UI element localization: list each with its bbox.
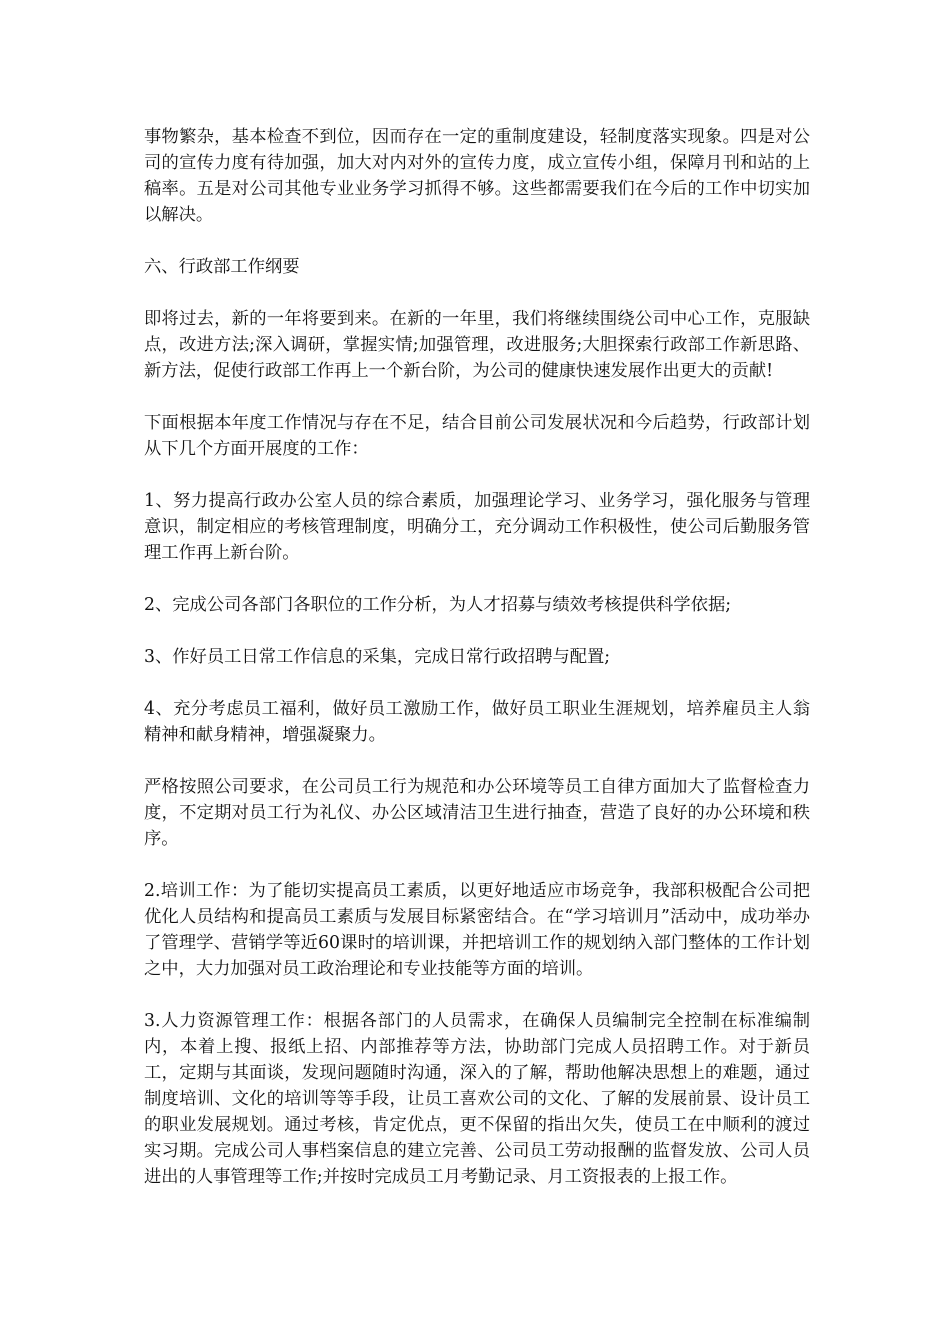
section-heading-admin-outline: 六、行政部工作纲要 [144, 257, 300, 277]
paragraph-training-work: 2.培训工作：为了能切实提高员工素质，以更好地适应市场竞争，我部积极配合公司把优化人员结构和提高员工素质与发展目标紧密结合。在“学习培训月”活动中，成功举办了管理学、营销学等近60课时的培训课，并把培训工作的规划纳入部门整体的工作计划之中，大力加强对员工政治理论和专业技能等方面的培训。 [144, 881, 810, 979]
paragraph-issues-continued: 事物繁杂，基本检查不到位，因而存在一定的重制度建设，轻制度落实现象。四是对公司的宣传力度有待加强，加大对内对外的宣传力度，成立宣传小组，保障月刊和站的上稿率。五是对公司其他专业业务学习抓得不够。这些都需要我们在今后的工作中切实加以解决。 [144, 127, 810, 225]
list-item-1: 1、努力提高行政办公室人员的综合素质，加强理论学习、业务学习，强化服务与管理意识，制定相应的考核管理制度，明确分工，充分调动工作积极性，使公司后勤服务管理工作再上新台阶。 [144, 491, 810, 563]
paragraph-new-year-goals: 即将过去，新的一年将要到来。在新的一年里，我们将继续围绕公司中心工作，克服缺点，改进方法;深入调研，掌握实情;加强管理，改进服务;大胆探索行政部工作新思路、新方法，促使行政部工作再上一个新台阶，为公司的健康快速发展作出更大的贡献! [144, 309, 810, 381]
paragraph-office-supervision: 严格按照公司要求，在公司员工行为规范和办公环境等员工自律方面加大了监督检查力度，不定期对员工行为礼仪、办公区域清洁卫生进行抽查，营造了良好的办公环境和秩序。 [144, 777, 810, 849]
document-page [144, 124, 810, 1216]
list-item-2: 2、完成公司各部门各职位的工作分析，为人才招募与绩效考核提供科学依据; [144, 595, 732, 615]
paragraph-plan-intro: 下面根据本年度工作情况与存在不足，结合目前公司发展状况和今后趋势，行政部计划从下几个方面开展度的工作： [144, 413, 810, 459]
list-item-4: 4、充分考虑员工福利，做好员工激励工作，做好员工职业生涯规划，培养雇员主人翁精神和献身精神，增强凝聚力。 [144, 699, 810, 745]
paragraph-hr-management: 3.人力资源管理工作：根据各部门的人员需求，在确保人员编制完全控制在标准编制内，本着上搜、报纸上招、内部推荐等方法，协助部门完成人员招聘工作。对于新员工，定期与其面谈，发现问题随时沟通，深入的了解，帮助他解决思想上的难题，通过制度培训、文化的培训等等手段，让员工喜欢公司的文化、了解的发展前景、设计员工的职业发展规划。通过考核，肯定优点，更不保留的指出欠失，使员工在中顺利的渡过实习期。完成公司人事档案信息的建立完善、公司员工劳动报酬的监督发放、公司人员进出的人事管理等工作;并按时完成员工月考勤记录、月工资报表的上报工作。 [144, 1011, 810, 1187]
list-item-3: 3、作好员工日常工作信息的采集，完成日常行政招聘与配置; [144, 647, 611, 667]
